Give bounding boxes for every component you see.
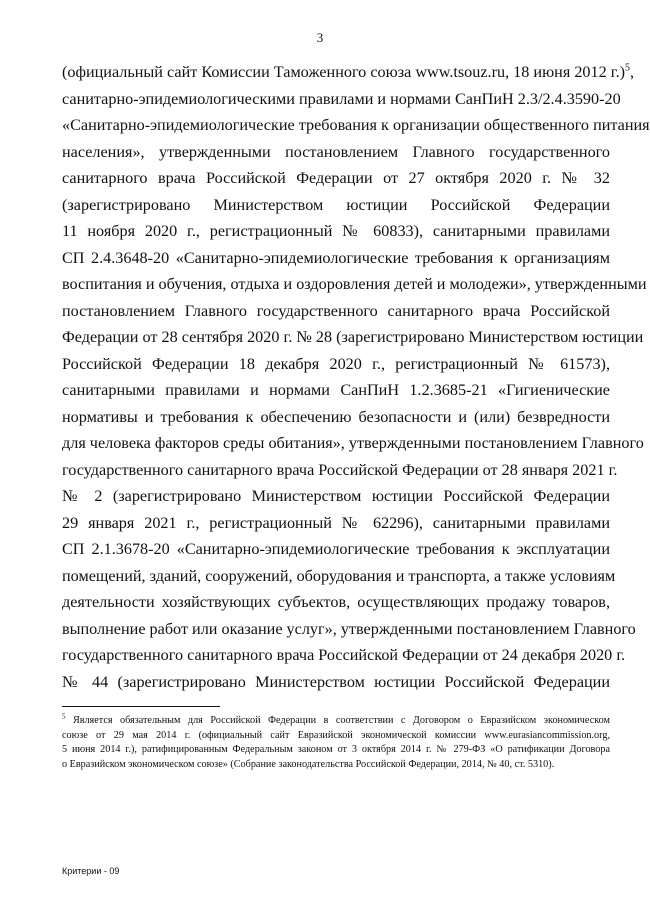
body-line: населения», утвержденными постановлением Главного государственного — [62, 142, 610, 161]
footnote-line-text: Является обязательным для Российской Федерации в соответствии с Договором о Евразийском экономическом — [65, 715, 610, 726]
body-line: нормативы и требования к обеспечению безопасности и (или) безвредности — [62, 407, 610, 426]
footer-label: Критерии - 09 — [62, 866, 120, 876]
body-line: государственного санитарного врача Российской Федерации от 24 декабря 2020 г. — [62, 646, 626, 664]
footnote-line — [62, 714, 610, 729]
body-line-text: (официальный сайт Комиссии Таможенного союза www.tsouz.ru, 18 июня 2012 г.) — [62, 63, 626, 81]
body-line: выполнение работ или оказание услуг», утвержденными постановлением Главного — [62, 619, 636, 638]
footnote-line: 5 июня 2014 г.), ратифицированным Федеральным законом от 3 октября 2014 г. № 279-ФЗ «О ратификации Договора — [62, 744, 610, 755]
footnote-line: о Евразийском экономическом союзе» (Собрание законодательства Российской Федерации, 2014, № 40, ст. 5310). — [62, 758, 555, 770]
body-line — [62, 59, 635, 86]
body-line: 29 января 2021 г., регистрационный № 62296), санитарными правилами — [62, 513, 610, 532]
body-line: «Санитарно-эпидемиологические требования к организации общественного питания — [62, 116, 650, 134]
body-line: для человека факторов среды обитания», утвержденными постановлением Главного — [62, 434, 644, 452]
body-line: помещений, зданий, сооружений, оборудования и транспорта, а также условиям — [62, 566, 616, 585]
footnote-divider — [62, 706, 220, 707]
body-text — [62, 59, 650, 695]
body-line: Российской Федерации 18 декабря 2020 г., регистрационный № 61573), — [62, 354, 610, 373]
footnote-reference: 5 — [625, 62, 631, 74]
footnote — [62, 714, 610, 772]
body-line: № 2 (зарегистрировано Министерством юстиции Российской Федерации — [62, 487, 610, 505]
body-line: санитарными правилами и нормами СанПиН 1.2.3685-21 «Гигиенические — [62, 381, 610, 399]
footnote-marker: 5 — [62, 712, 66, 721]
body-line: 11 ноября 2020 г., регистрационный № 60833), санитарными правилами — [62, 222, 610, 240]
page-number: 3 — [316, 30, 324, 45]
body-line: СП 2.1.3678-20 «Санитарно-эпидемиологические требования к эксплуатации — [62, 540, 610, 558]
body-line: государственного санитарного врача Российской Федерации от 28 января 2021 г. — [62, 460, 618, 479]
body-line: воспитания и обучения, отдыха и оздоровления детей и молодежи», утвержденными — [62, 275, 647, 293]
body-line: деятельности хозяйствующих субъектов, осуществляющих продажу товаров, — [62, 593, 610, 611]
footnote-line: союзе от 29 мая 2014 г. (официальный сайт Евразийской экономической комиссии www.eurasiancommission.org, — [62, 729, 610, 741]
body-line-text: , — [630, 63, 635, 81]
body-line: (зарегистрировано Министерством юстиции Российской Федерации — [62, 195, 610, 214]
body-line: Федерации от 28 сентября 2020 г. № 28 (зарегистрировано Министерством юстиции — [62, 328, 644, 346]
body-line: санитарного врача Российской Федерации от 27 октября 2020 г. № 32 — [62, 169, 610, 187]
body-line: № 44 (зарегистрировано Министерством юстиции Российской Федерации — [62, 672, 610, 691]
body-line: СП 2.4.3648-20 «Санитарно-эпидемиологические требования к организациям — [62, 248, 610, 267]
body-line: санитарно-эпидемиологическими правилами и нормами СанПиН 2.3/2.4.3590-20 — [62, 89, 621, 108]
body-line: постановлением Главного государственного санитарного врача Российской — [62, 301, 610, 320]
